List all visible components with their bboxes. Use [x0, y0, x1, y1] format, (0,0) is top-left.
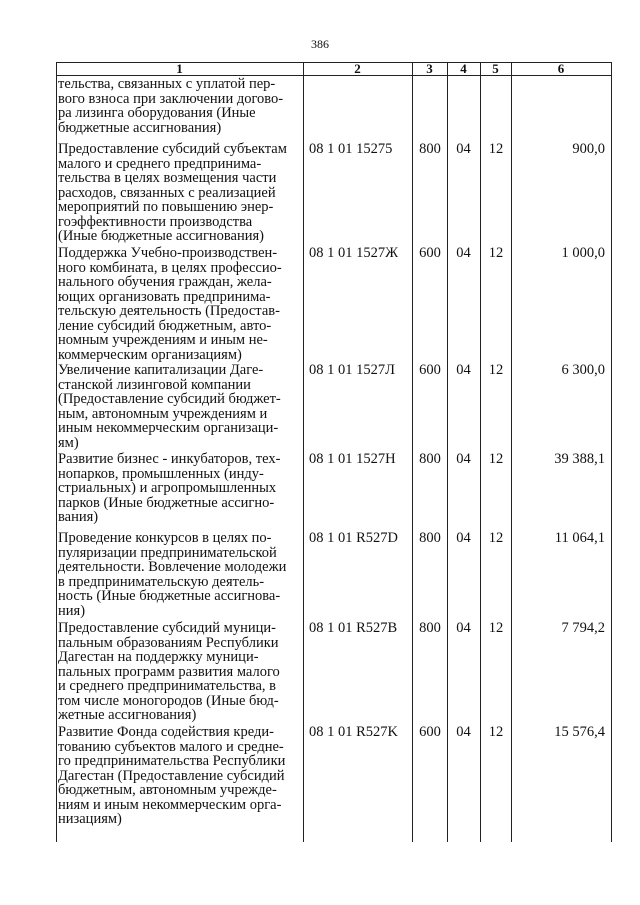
- row-code: 08 1 01 15275: [309, 141, 393, 157]
- header-col-3: 3: [426, 61, 433, 76]
- row-description: Проведение конкурсов в целях по- пуляризации предпринимательской деятельности. Вовлечение молодежи в предпринимательскую деятель- ность (Иные бюджетные ассигнова- ния): [58, 530, 287, 619]
- row-pr: 12: [488, 362, 504, 378]
- row-vr: 800: [419, 451, 441, 467]
- row-description: Предоставление субсидий муници- пальным образованиям Республики Дагестан на поддержку муници- пальных программ развития малого и среднего предпринимательства, в том числе моногородов (Иные бюд- жетные ассигнования): [58, 620, 280, 723]
- col-border-1-2: [303, 62, 304, 842]
- col-border-4-5: [480, 62, 481, 842]
- row-description: Развитие бизнес - инкубаторов, тех- нопарков, промышленных (инду- стриальных) и агропромышленных парков (Иные бюджетные ассигно- вания): [58, 451, 281, 525]
- row-code: 08 1 01 R527K: [309, 724, 399, 740]
- row-rz: 04: [456, 530, 471, 546]
- row-description: Развитие Фонда содействия креди- тованию субъектов малого и средне- го предпринимательства Республики Дагестан (Предоставление субсидий бюджетным, автономным учрежде- ниям и иным некоммерческим орга- низациям): [58, 724, 286, 827]
- row-amount: 1 000,0: [561, 245, 605, 261]
- row-amount: 15 576,4: [554, 724, 605, 740]
- row-code: 08 1 01 R527B: [309, 620, 398, 636]
- row-description: Поддержка Учебно-производствен- ного комбината, в целях профессио- нального обучения граждан, жела- ющих организовать предпринима- тельскую деятельность (Предостав- ление субсидий бюджетным, авто- номным учреждениям и иным не- коммерческим организациям): [58, 245, 282, 363]
- col-border-2-3: [412, 62, 413, 842]
- continuation-text: тельства, связанных с уплатой пер- вого взноса при заключении догово- ра лизинга оборудования (Иные бюджетные ассигнования): [58, 76, 284, 136]
- header-col-6: 6: [557, 61, 565, 76]
- row-rz: 04: [456, 141, 471, 157]
- row-vr: 800: [419, 530, 441, 546]
- header-col-1: 1: [176, 61, 183, 76]
- row-code: 08 1 01 1527Л: [309, 362, 395, 378]
- header-col-5: 5: [492, 61, 499, 76]
- row-rz: 04: [456, 620, 471, 636]
- row-rz: 04: [456, 245, 471, 261]
- row-rz: 04: [456, 451, 471, 467]
- header-col-4: 4: [460, 61, 467, 76]
- row-description: Увеличение капитализации Даге- станской лизинговой компании (Предоставление субсидий бюджет- ным, автономным учреждениям и иным некоммерческим организаци- ям): [58, 362, 281, 451]
- row-pr: 12: [488, 141, 504, 157]
- row-pr: 12: [488, 451, 504, 467]
- page-number: 386: [311, 37, 329, 51]
- row-description: Предоставление субсидий субъектам малого и среднего предпринима- тельства в целях возмещения части расходов, связанных с реализацией мероприятий по повышению энер- гоэффективности производства (Иные бюджетные ассигнования): [58, 141, 287, 244]
- row-rz: 04: [456, 724, 471, 740]
- row-code: 08 1 01 1527Н: [309, 451, 396, 467]
- row-amount: 39 388,1: [554, 451, 605, 467]
- row-code: 08 1 01 1527Ж: [309, 245, 399, 261]
- header-col-2: 2: [354, 61, 361, 76]
- row-vr: 600: [419, 362, 441, 378]
- row-pr: 12: [488, 245, 504, 261]
- row-vr: 800: [419, 141, 441, 157]
- row-code: 08 1 01 R527D: [309, 530, 399, 546]
- col-border-right: [611, 62, 612, 842]
- row-vr: 800: [419, 620, 441, 636]
- row-amount: 11 064,1: [554, 530, 605, 546]
- col-border-left: [56, 62, 57, 842]
- col-border-3-4: [447, 62, 448, 842]
- row-rz: 04: [456, 362, 471, 378]
- row-amount: 6 300,0: [561, 362, 605, 378]
- row-pr: 12: [488, 724, 504, 740]
- col-border-5-6: [511, 62, 512, 842]
- row-vr: 600: [419, 245, 441, 261]
- row-amount: 900,0: [572, 141, 605, 157]
- row-pr: 12: [488, 620, 504, 636]
- row-amount: 7 794,2: [561, 620, 605, 636]
- row-vr: 600: [419, 724, 441, 740]
- row-pr: 12: [488, 530, 504, 546]
